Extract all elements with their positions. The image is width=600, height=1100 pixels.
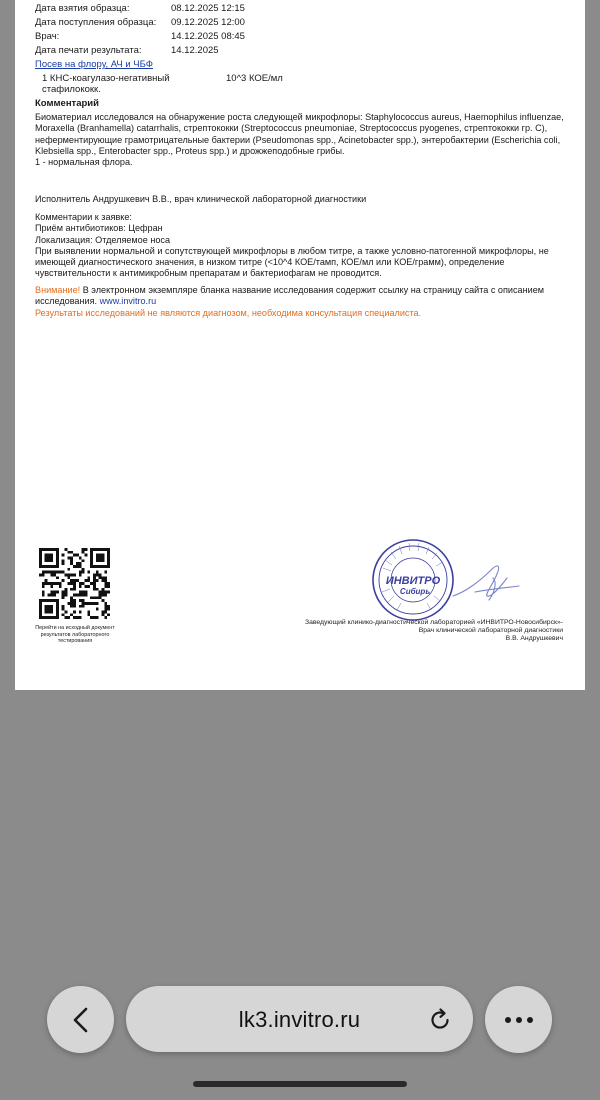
order-comments-heading: Комментарии к заявке: <box>35 212 132 222</box>
result-name: 1 КНС-коагулазо-негативный стафилококк. <box>42 73 170 95</box>
meta-value: 09.12.2025 12:00 <box>171 17 245 28</box>
qr-caption: Перейти на исходный документ результатов лабораторного тестирования <box>35 625 115 645</box>
signer-line-2: Врач клинической лабораторной диагностики <box>418 627 563 635</box>
warning-block <box>35 285 570 308</box>
more-horizontal-icon <box>504 1016 534 1024</box>
invitro-site-link[interactable]: www.invitro.ru <box>99 296 157 307</box>
warning-text: В электронном экземпляре бланка название исследования содержит ссылку на страницу сайта с описанием исследования. <box>35 285 545 307</box>
report-page <box>15 0 585 690</box>
meta-value: 14.12.2025 08:45 <box>171 31 245 42</box>
warning-prefix: Внимание! <box>35 285 81 295</box>
signer-line-1: Заведующий клинико-диагностической лабораторией «ИНВИТРО-Новосибирск»- <box>305 619 563 626</box>
address-bar[interactable] <box>126 986 473 1052</box>
comment-note: 1 - нормальная флора. <box>35 157 133 168</box>
more-button[interactable] <box>485 986 552 1053</box>
meta-label: Дата поступления образца: <box>35 17 157 28</box>
disclaimer: Результаты исследований не являются диагнозом, необходима консультация специалиста. <box>35 308 422 318</box>
qr-code[interactable] <box>39 548 110 619</box>
meta-value: 14.12.2025 <box>171 45 219 56</box>
signer-line-3: В.В. Андрушкевич <box>505 635 563 643</box>
result-value: 10^3 КОЕ/мл <box>226 73 283 84</box>
comment-text <box>35 112 570 168</box>
reload-icon[interactable] <box>427 1007 453 1033</box>
order-comments-text: При выявлении нормальной и сопутствующей микрофлоры в любом титре, а также условно-патогенной микрофлоры, не имеющей диагностического значения, в низком титре (<10^4 КОЕ/тамп, КОЕ/мл или КОЕ/грамм), определение чувствительности к антимикробным препаратам и бактериофагам не проводится. <box>35 245 549 279</box>
url-text: lk3.invitro.ru <box>238 1007 361 1032</box>
meta-value: 08.12.2025 12:15 <box>171 3 245 14</box>
browser-toolbar <box>0 985 600 1055</box>
result-row <box>42 73 283 95</box>
executor-line: Исполнитель Андрушкевич В.В., врач клинической лабораторной диагностики <box>35 194 367 204</box>
back-button[interactable] <box>47 986 114 1053</box>
signature <box>445 552 525 612</box>
stamp-sub: Сибирь <box>399 587 431 596</box>
order-localization: Локализация: Отделяемое носа <box>35 234 171 245</box>
signer-block <box>243 619 563 644</box>
chevron-left-icon <box>70 1006 92 1034</box>
stamp-name: ИНВИТРО <box>385 575 441 587</box>
meta-label: Дата печати результата: <box>35 45 142 56</box>
order-antibiotics: Приём антибиотиков: Цефран <box>35 223 163 234</box>
order-comments <box>35 212 570 280</box>
meta-label: Дата взятия образца: <box>35 3 130 14</box>
comment-heading: Комментарий <box>35 98 99 109</box>
test-name-link[interactable]: Посев на флору, АЧ и ЧБФ <box>35 59 153 70</box>
invitro-stamp <box>371 538 455 622</box>
home-indicator[interactable] <box>193 1081 407 1087</box>
meta-label: Врач: <box>35 31 60 42</box>
comment-body: Биоматериал исследовался на обнаружение роста следующей микрофлоры: Staphylococcus aureus, Haemophilus influenzae, Moraxella (Branhamella) catarrhalis, стрептококки (Streptococcus pneumoniae, Streptococcus pyogenes, стрептококки гр. C), неферментирующие грамотрицательные бактерии (Pseudomonas spp., Acinetobacter spp.), энтеробактерии (Escherichia coli, Klebsiella spp., Enterobacter spp., Proteus spp.) и дрожжеподобные грибы. <box>35 112 564 156</box>
